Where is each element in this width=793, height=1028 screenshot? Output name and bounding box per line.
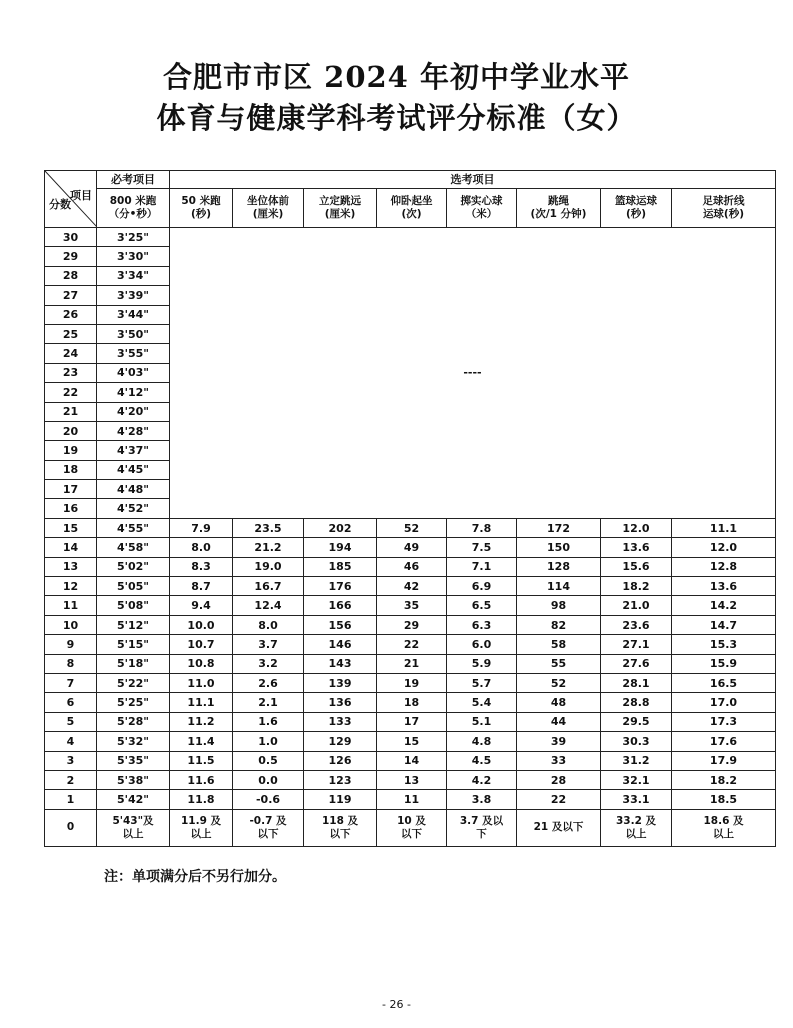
value-cell: 1.0 — [233, 732, 304, 751]
column-header — [377, 189, 447, 228]
column-header-unit: (厘米) — [252, 208, 284, 220]
value-cell: 5.7 — [447, 673, 517, 692]
required-group-header: 必考项目 — [97, 171, 170, 189]
value-cell: 12.8 — [672, 557, 776, 576]
run800-cell: 4'37" — [97, 441, 170, 460]
value-cell: 42 — [377, 577, 447, 596]
value-cell: 5'35" — [97, 751, 170, 770]
value-line: -0.7 及 — [249, 814, 287, 827]
table-row — [45, 538, 776, 557]
column-header-unit: (次/1 分钟) — [530, 208, 587, 220]
value-cell: 10.8 — [170, 654, 233, 673]
column-header-unit: （分•秒） — [108, 208, 158, 220]
table-row — [45, 809, 776, 846]
run800-cell: 3'55" — [97, 344, 170, 363]
value-cell: 17.9 — [672, 751, 776, 770]
value-cell: 11 — [377, 790, 447, 809]
value-cell: 7.8 — [447, 518, 517, 537]
value-cell: 11.8 — [170, 790, 233, 809]
value-cell: 4.8 — [447, 732, 517, 751]
value-cell — [517, 809, 601, 846]
value-cell: 4.2 — [447, 770, 517, 789]
score-cell: 3 — [45, 751, 97, 770]
value-cell: 12.0 — [601, 518, 672, 537]
value-cell: 7.1 — [447, 557, 517, 576]
value-cell: 19.0 — [233, 557, 304, 576]
table-row — [45, 577, 776, 596]
column-header — [447, 189, 517, 228]
value-line: 以上 — [122, 827, 144, 840]
value-cell: 17.0 — [672, 693, 776, 712]
value-cell: 15.9 — [672, 654, 776, 673]
value-cell: 18 — [377, 693, 447, 712]
column-header-name: 50 米跑 — [181, 195, 221, 207]
value-cell: 17 — [377, 712, 447, 731]
value-cell: 3.8 — [447, 790, 517, 809]
score-cell: 5 — [45, 712, 97, 731]
score-cell: 4 — [45, 732, 97, 751]
run800-cell: 4'12" — [97, 383, 170, 402]
value-cell: 33.1 — [601, 790, 672, 809]
value-cell: 32.1 — [601, 770, 672, 789]
value-cell: 17.6 — [672, 732, 776, 751]
run800-cell: 3'44" — [97, 305, 170, 324]
value-cell: 5'12" — [97, 615, 170, 634]
value-cell: 10.0 — [170, 615, 233, 634]
value-line: 以下 — [329, 827, 351, 840]
value-cell — [377, 809, 447, 846]
value-line: 以上 — [190, 827, 212, 840]
score-cell: 22 — [45, 383, 97, 402]
score-cell: 11 — [45, 596, 97, 615]
column-header — [304, 189, 377, 228]
value-cell: 1.6 — [233, 712, 304, 731]
table-row — [45, 673, 776, 692]
score-cell: 13 — [45, 557, 97, 576]
value-cell: 13.6 — [601, 538, 672, 557]
value-line: 5'43"及 — [112, 814, 154, 827]
value-cell: 33 — [517, 751, 601, 770]
corner-item-label: 项目 — [70, 189, 92, 202]
run800-cell: 4'52" — [97, 499, 170, 518]
column-header-unit: (厘米) — [324, 208, 356, 220]
table-row — [45, 596, 776, 615]
value-cell: 3.7 — [233, 635, 304, 654]
value-cell: 11.0 — [170, 673, 233, 692]
value-cell: 14 — [377, 751, 447, 770]
corner-header-cell — [45, 171, 97, 228]
value-cell: 49 — [377, 538, 447, 557]
value-cell: 128 — [517, 557, 601, 576]
value-cell — [97, 809, 170, 846]
score-cell: 28 — [45, 266, 97, 285]
value-cell: 7.5 — [447, 538, 517, 557]
value-cell: 5.1 — [447, 712, 517, 731]
value-cell: 114 — [517, 577, 601, 596]
value-cell: 82 — [517, 615, 601, 634]
score-cell: 6 — [45, 693, 97, 712]
value-cell: 21 — [377, 654, 447, 673]
value-cell: 18.5 — [672, 790, 776, 809]
column-header-name: 掷实心球 — [460, 195, 503, 207]
score-cell: 23 — [45, 363, 97, 382]
score-cell: 15 — [45, 518, 97, 537]
value-cell: 0.5 — [233, 751, 304, 770]
score-cell: 25 — [45, 324, 97, 343]
value-cell: 8.3 — [170, 557, 233, 576]
value-line: 33.2 及 — [615, 814, 657, 827]
value-cell: 29 — [377, 615, 447, 634]
value-cell: 27.6 — [601, 654, 672, 673]
column-header-name: 仰卧起坐 — [390, 195, 433, 207]
value-line: 以下 — [257, 827, 279, 840]
score-cell: 20 — [45, 421, 97, 440]
footnote: 注：单项满分后不另行加分。 — [104, 869, 286, 885]
value-cell: 133 — [304, 712, 377, 731]
value-cell: 13 — [377, 770, 447, 789]
value-cell: 11.2 — [170, 712, 233, 731]
value-cell: 156 — [304, 615, 377, 634]
run800-cell: 4'48" — [97, 480, 170, 499]
value-cell: 194 — [304, 538, 377, 557]
value-cell: 150 — [517, 538, 601, 557]
table-row — [45, 518, 776, 537]
value-cell: 11.4 — [170, 732, 233, 751]
value-cell: 19 — [377, 673, 447, 692]
value-cell: 4'58" — [97, 538, 170, 557]
value-cell — [672, 809, 776, 846]
value-cell: 98 — [517, 596, 601, 615]
value-cell: 8.7 — [170, 577, 233, 596]
value-cell: 166 — [304, 596, 377, 615]
page-title-line2: 体育与健康学科考试评分标准（女） — [156, 101, 637, 135]
column-header — [517, 189, 601, 228]
value-cell: 52 — [517, 673, 601, 692]
value-cell: 21.2 — [233, 538, 304, 557]
value-cell: 8.0 — [170, 538, 233, 557]
value-cell: 5'18" — [97, 654, 170, 673]
value-cell: 12.4 — [233, 596, 304, 615]
value-cell: 5'28" — [97, 712, 170, 731]
value-cell: 16.5 — [672, 673, 776, 692]
table-row — [45, 615, 776, 634]
score-cell: 17 — [45, 480, 97, 499]
value-cell — [304, 809, 377, 846]
column-header-name: 坐位体前 — [247, 195, 289, 207]
value-cell: 39 — [517, 732, 601, 751]
value-cell: 11.1 — [672, 518, 776, 537]
score-cell: 30 — [45, 228, 97, 247]
value-cell: 129 — [304, 732, 377, 751]
run800-cell: 3'39" — [97, 286, 170, 305]
value-line: 118 及 — [321, 814, 359, 827]
table-row — [45, 693, 776, 712]
value-cell: 28.1 — [601, 673, 672, 692]
value-cell: 21.0 — [601, 596, 672, 615]
value-line: 以上 — [625, 827, 647, 840]
run800-cell: 3'34" — [97, 266, 170, 285]
table-row — [45, 654, 776, 673]
table-row — [45, 732, 776, 751]
run800-cell: 3'30" — [97, 247, 170, 266]
merged-optional-cell: ---- — [170, 228, 776, 519]
value-cell: 5'02" — [97, 557, 170, 576]
value-cell: 5'08" — [97, 596, 170, 615]
value-line: 21 及以下 — [533, 821, 584, 834]
score-cell: 2 — [45, 770, 97, 789]
value-cell: 5'05" — [97, 577, 170, 596]
value-cell: 58 — [517, 635, 601, 654]
column-header-unit: （米） — [465, 208, 498, 220]
value-cell: 126 — [304, 751, 377, 770]
value-cell — [601, 809, 672, 846]
column-header — [672, 189, 776, 228]
score-cell: 18 — [45, 460, 97, 479]
value-cell: 5'38" — [97, 770, 170, 789]
table-row — [45, 228, 776, 247]
value-cell: 2.1 — [233, 693, 304, 712]
value-cell: 27.1 — [601, 635, 672, 654]
value-cell: 4.5 — [447, 751, 517, 770]
column-header — [601, 189, 672, 228]
value-cell: 5'15" — [97, 635, 170, 654]
value-cell: 143 — [304, 654, 377, 673]
run800-cell: 4'03" — [97, 363, 170, 382]
value-line: 下 — [476, 827, 487, 840]
value-cell: 6.9 — [447, 577, 517, 596]
score-cell: 8 — [45, 654, 97, 673]
value-cell: 172 — [517, 518, 601, 537]
score-cell: 14 — [45, 538, 97, 557]
score-cell: 7 — [45, 673, 97, 692]
run800-cell: 4'28" — [97, 421, 170, 440]
value-cell: 15.6 — [601, 557, 672, 576]
value-cell: 5.4 — [447, 693, 517, 712]
value-cell: 139 — [304, 673, 377, 692]
run800-cell: 3'25" — [97, 228, 170, 247]
value-cell: 30.3 — [601, 732, 672, 751]
value-line: 以下 — [401, 827, 422, 840]
value-cell: 52 — [377, 518, 447, 537]
score-cell: 9 — [45, 635, 97, 654]
table-row — [45, 557, 776, 576]
value-cell: 202 — [304, 518, 377, 537]
value-cell: 11.6 — [170, 770, 233, 789]
value-cell: 16.7 — [233, 577, 304, 596]
value-cell: 18.2 — [672, 770, 776, 789]
value-cell: 28 — [517, 770, 601, 789]
value-line: 18.6 及 — [703, 814, 744, 827]
score-cell: 19 — [45, 441, 97, 460]
value-cell: 176 — [304, 577, 377, 596]
value-cell: 5.9 — [447, 654, 517, 673]
value-cell: 23.5 — [233, 518, 304, 537]
value-cell: 10.7 — [170, 635, 233, 654]
value-cell: 123 — [304, 770, 377, 789]
value-cell: 5'32" — [97, 732, 170, 751]
value-cell: 3.2 — [233, 654, 304, 673]
column-header-name: 800 米跑 — [109, 195, 157, 207]
value-cell: 8.0 — [233, 615, 304, 634]
table-row — [45, 635, 776, 654]
value-cell: -0.6 — [233, 790, 304, 809]
value-cell: 18.2 — [601, 577, 672, 596]
value-cell: 14.7 — [672, 615, 776, 634]
value-cell: 6.3 — [447, 615, 517, 634]
value-cell: 7.9 — [170, 518, 233, 537]
value-cell — [170, 809, 233, 846]
value-cell: 15.3 — [672, 635, 776, 654]
column-header-unit: 运球(秒) — [702, 208, 745, 220]
value-cell: 15 — [377, 732, 447, 751]
score-cell: 26 — [45, 305, 97, 324]
column-header-name: 立定跳远 — [319, 195, 361, 207]
value-line: 10 及 — [397, 814, 426, 827]
table-row — [45, 790, 776, 809]
value-cell: 44 — [517, 712, 601, 731]
value-cell: 17.3 — [672, 712, 776, 731]
corner-score-label: 分数 — [49, 198, 71, 211]
table-row — [45, 751, 776, 770]
value-cell: 5'25" — [97, 693, 170, 712]
optional-group-header: 选考项目 — [170, 171, 776, 189]
score-cell: 12 — [45, 577, 97, 596]
score-cell: 0 — [45, 809, 97, 846]
value-cell: 13.6 — [672, 577, 776, 596]
score-cell: 16 — [45, 499, 97, 518]
scoring-table — [44, 170, 776, 847]
value-cell: 136 — [304, 693, 377, 712]
column-header-name: 跳绳 — [548, 195, 569, 207]
value-cell: 5'22" — [97, 673, 170, 692]
score-cell: 29 — [45, 247, 97, 266]
value-cell: 5'42" — [97, 790, 170, 809]
score-cell: 27 — [45, 286, 97, 305]
value-cell: 23.6 — [601, 615, 672, 634]
value-cell: 12.0 — [672, 538, 776, 557]
table-row — [45, 770, 776, 789]
run800-cell: 4'45" — [97, 460, 170, 479]
value-cell: 35 — [377, 596, 447, 615]
column-header-name: 足球折线 — [702, 195, 745, 207]
value-cell: 22 — [517, 790, 601, 809]
value-cell: 9.4 — [170, 596, 233, 615]
value-cell: 0.0 — [233, 770, 304, 789]
score-cell: 1 — [45, 790, 97, 809]
value-cell: 14.2 — [672, 596, 776, 615]
value-cell: 6.5 — [447, 596, 517, 615]
page-title-line1: 合肥市市区 2024 年初中学业水平 — [163, 60, 630, 94]
column-header-unit: (次) — [401, 208, 422, 220]
column-header-name: 篮球运球 — [615, 195, 657, 207]
value-cell: 22 — [377, 635, 447, 654]
value-cell: 146 — [304, 635, 377, 654]
value-cell: 11.5 — [170, 751, 233, 770]
value-cell: 31.2 — [601, 751, 672, 770]
score-cell: 10 — [45, 615, 97, 634]
page-number: - 26 - — [382, 998, 411, 1011]
column-header-unit: (秒) — [625, 208, 647, 220]
value-cell: 28.8 — [601, 693, 672, 712]
value-line: 3.7 及以 — [459, 814, 504, 827]
column-header — [97, 189, 170, 228]
run800-cell: 3'50" — [97, 324, 170, 343]
value-cell: 119 — [304, 790, 377, 809]
column-header — [170, 189, 233, 228]
value-line: 11.9 及 — [180, 814, 222, 827]
run800-cell: 4'20" — [97, 402, 170, 421]
value-cell: 185 — [304, 557, 377, 576]
value-cell: 29.5 — [601, 712, 672, 731]
value-cell: 11.1 — [170, 693, 233, 712]
value-cell: 2.6 — [233, 673, 304, 692]
value-cell: 55 — [517, 654, 601, 673]
table-row — [45, 712, 776, 731]
value-cell: 4'55" — [97, 518, 170, 537]
column-header-unit: (秒) — [190, 208, 212, 220]
column-header — [233, 189, 304, 228]
value-cell: 46 — [377, 557, 447, 576]
value-cell: 48 — [517, 693, 601, 712]
score-cell: 21 — [45, 402, 97, 421]
value-line: 以上 — [713, 827, 734, 840]
value-cell — [447, 809, 517, 846]
value-cell — [233, 809, 304, 846]
value-cell: 6.0 — [447, 635, 517, 654]
score-cell: 24 — [45, 344, 97, 363]
